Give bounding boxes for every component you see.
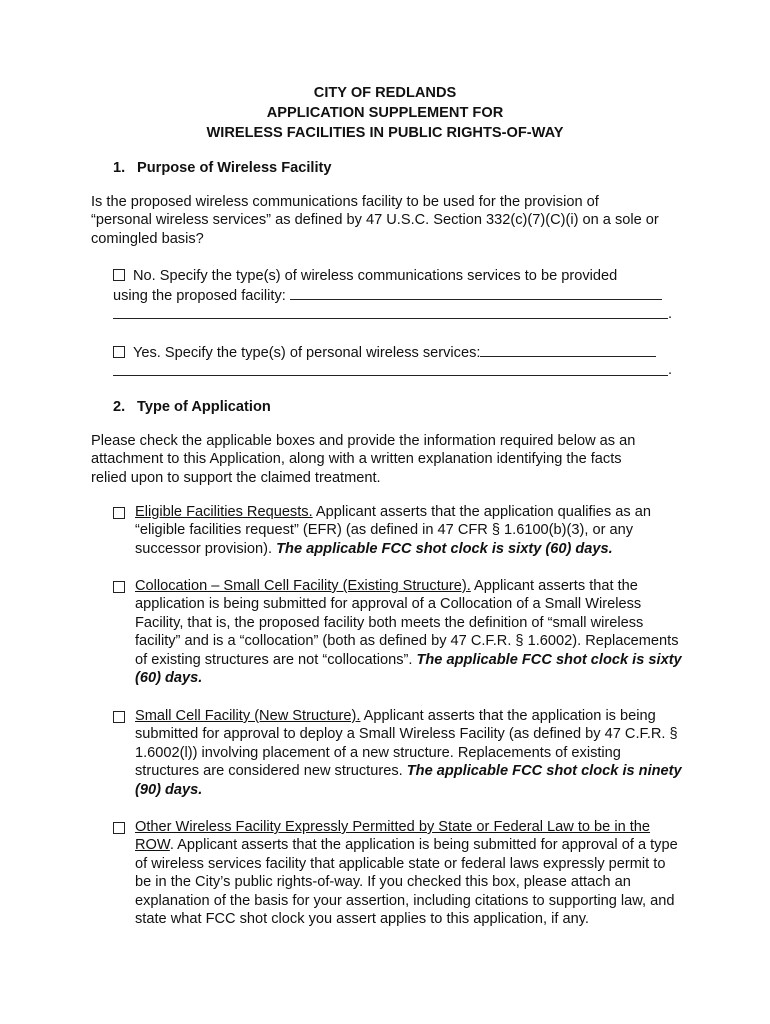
- option-no-line-2: using the proposed facility:: [113, 288, 286, 305]
- section-2-intro: [91, 432, 691, 487]
- title-line-3: WIRELESS FACILITIES IN PUBLIC RIGHTS-OF-WAY: [206, 125, 564, 141]
- item-eligible-facilities: [113, 503, 683, 558]
- item-other-wireless-title: Other Wireless Facility Expressly Permitted by State or Federal Law to be in the ROW: [135, 819, 651, 854]
- checkbox-yes[interactable]: [113, 346, 125, 358]
- personal-services-input-line-1[interactable]: [480, 342, 656, 357]
- item-collocation: [113, 577, 683, 687]
- checkbox-no[interactable]: [113, 269, 125, 281]
- item-new-structure-text: [135, 707, 683, 799]
- item-new-structure: [113, 707, 683, 799]
- item-new-structure-title: Small Cell Facility (New Structure).: [135, 708, 361, 724]
- intro-line-1: Please check the applicable boxes and provide the information required below as an: [91, 433, 636, 449]
- item-new-structure-body: Applicant asserts that the application is being submitted for approval to deploy a Small Wireless Facility (as defined by 47 C.F.R. § 1.6002(l)) involving placement of a new structure. Replacements of existing structures are considered new structures.: [135, 708, 678, 780]
- section-1-heading: [113, 159, 332, 177]
- section-1-question: [91, 193, 691, 248]
- document-title: [0, 83, 770, 143]
- item-collocation-title: Collocation – Small Cell Facility (Existing Structure).: [135, 578, 471, 594]
- item-collocation-text: [135, 577, 683, 687]
- title-line-1: CITY OF REDLANDS: [313, 85, 457, 101]
- checkbox-new-structure[interactable]: [113, 711, 125, 723]
- option-no: [113, 267, 683, 306]
- item-eligible-facilities-text: [135, 503, 683, 558]
- item-collocation-body: Applicant asserts that the application is being submitted for approval of a Collocation of a Small Wireless Facility, that is, the proposed facility both meets the definition of “small wireless facility” and is a “collocation” (both as defined by 47 C.F.R. § 1.6002). Replacements of existing structures are not “collocations”.: [135, 578, 679, 668]
- checkbox-eligible-facilities[interactable]: [113, 507, 125, 519]
- item-eligible-facilities-title: Eligible Facilities Requests.: [135, 504, 313, 520]
- intro-line-3: relied upon to support the claimed treatment.: [91, 469, 381, 486]
- section-1-number: 1.: [113, 160, 126, 176]
- option-yes: [113, 342, 683, 362]
- checkbox-collocation[interactable]: [113, 581, 125, 593]
- period-2: .: [668, 362, 673, 378]
- section-2-heading-text: Type of Application: [137, 399, 271, 415]
- checkbox-other-wireless[interactable]: [113, 822, 125, 834]
- option-no-line-1: No. Specify the type(s) of wireless communications services to be provided: [133, 268, 618, 284]
- section-1-heading-text: Purpose of Wireless Facility: [137, 160, 332, 176]
- question-line-1: Is the proposed wireless communications facility to be used for the provision of: [91, 194, 599, 210]
- item-collocation-shot-clock: The applicable FCC shot clock is sixty (60) days.: [135, 651, 682, 687]
- item-other-wireless-text: [135, 818, 683, 928]
- item-eligible-facilities-body: Applicant asserts that the application qualifies as an “eligible facilities request” (EFR) (as defined in 47 CFR § 1.6100(b)(3), or any successor provision).: [135, 504, 651, 557]
- title-line-2: APPLICATION SUPPLEMENT FOR: [266, 105, 504, 121]
- services-input-line-2[interactable]: [113, 318, 668, 319]
- item-other-wireless: [113, 818, 683, 928]
- question-line-2: “personal wireless services” as defined by 47 U.S.C. Section 332(c)(7)(C)(i) on a sole or: [91, 212, 659, 229]
- section-2-heading: [113, 398, 271, 416]
- item-eligible-facilities-shot-clock: The applicable FCC shot clock is sixty (60) days.: [276, 540, 613, 557]
- period-1: .: [668, 306, 673, 322]
- section-2-number: 2.: [113, 399, 126, 415]
- option-yes-line-1: Yes. Specify the type(s) of personal wireless services:: [133, 345, 481, 361]
- item-new-structure-shot-clock: The applicable FCC shot clock is ninety (90) days.: [135, 763, 682, 798]
- question-line-3: comingled basis?: [91, 230, 204, 247]
- personal-services-input-line-2[interactable]: [113, 375, 668, 376]
- services-input-line-1[interactable]: [290, 285, 662, 300]
- item-other-wireless-body: . Applicant asserts that the application is being submitted for approval of a type of wireless services facility that applicable state or federal laws expressly permit to be in the City’s public rights-of-way. If you checked this box, please attach an explanation of the basis for your assertion, including citations to supporting law, and state what FCC shot clock you assert applies to this application, if any.: [135, 837, 678, 928]
- intro-line-2: attachment to this Application, along with a written explanation identifying the facts: [91, 451, 622, 468]
